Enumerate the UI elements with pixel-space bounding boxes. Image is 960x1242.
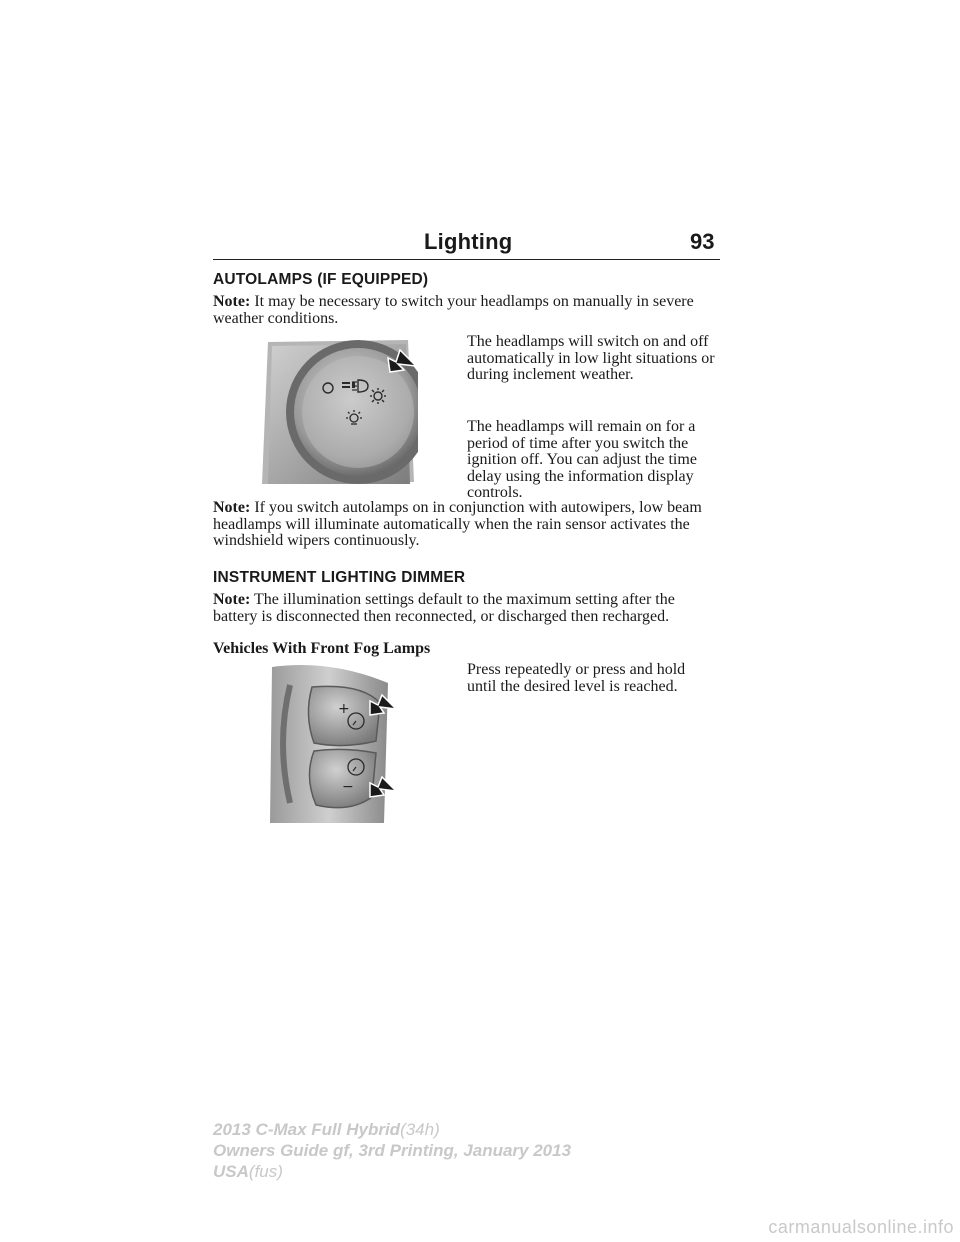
note-autolamps-autowipers: [213, 500, 718, 550]
autolamps-delay-description: The headlamps will remain on for a period of time after you switch the ignition off. You can adjust the time delay using the information display controls.: [467, 418, 697, 501]
dimmer-description: Press repeatedly or press and hold until the desired level is reached.: [467, 661, 686, 695]
note-text: It may be necessary to switch your headlamps on manually in severe weather conditions.: [213, 293, 694, 327]
note-label: Note:: [213, 499, 251, 516]
autolamps-description: The headlamps will switch on and off automatically in low light situations or during inclement weather.: [467, 333, 715, 383]
note-text: If you switch autolamps on in conjunction with autowipers, low beam headlamps will illuminate automatically when the rain sensor activates the windshield wipers continuously.: [213, 499, 702, 549]
minus-symbol: −: [342, 779, 354, 795]
note-dimmer-default: [213, 592, 723, 625]
page-number: 93: [690, 229, 715, 254]
headlamp-switch-figure: [258, 336, 418, 488]
footer-model-name: 2013 C-Max Full Hybrid: [213, 1120, 401, 1139]
subheading-front-fog-lamps: Vehicles With Front Fog Lamps: [213, 640, 431, 657]
note-autolamps-weather: [213, 294, 713, 327]
footer-market: USA: [213, 1162, 249, 1181]
section-heading-dimmer: INSTRUMENT LIGHTING DIMMER: [213, 569, 466, 586]
plus-symbol: +: [338, 701, 350, 717]
footer-line-model: [213, 1120, 440, 1140]
watermark: carmanualsonline.info: [768, 1217, 954, 1237]
note-label: Note:: [213, 293, 251, 310]
footer-line-market: [213, 1162, 283, 1182]
header-rule: [213, 259, 720, 260]
note-label: Note:: [213, 591, 251, 608]
footer-model-code: (34h): [400, 1120, 440, 1139]
section-heading-autolamps: AUTOLAMPS (IF EQUIPPED): [213, 271, 429, 288]
footer-line-printing: Owners Guide gf, 3rd Printing, January 2013: [213, 1141, 572, 1160]
page-header-title: Lighting: [424, 229, 513, 254]
dimmer-switch-figure: [270, 663, 398, 825]
note-text: The illumination settings default to the maximum setting after the battery is disconnected then reconnected, or discharged then recharged.: [213, 591, 675, 625]
footer-market-code: (fus): [248, 1162, 283, 1181]
